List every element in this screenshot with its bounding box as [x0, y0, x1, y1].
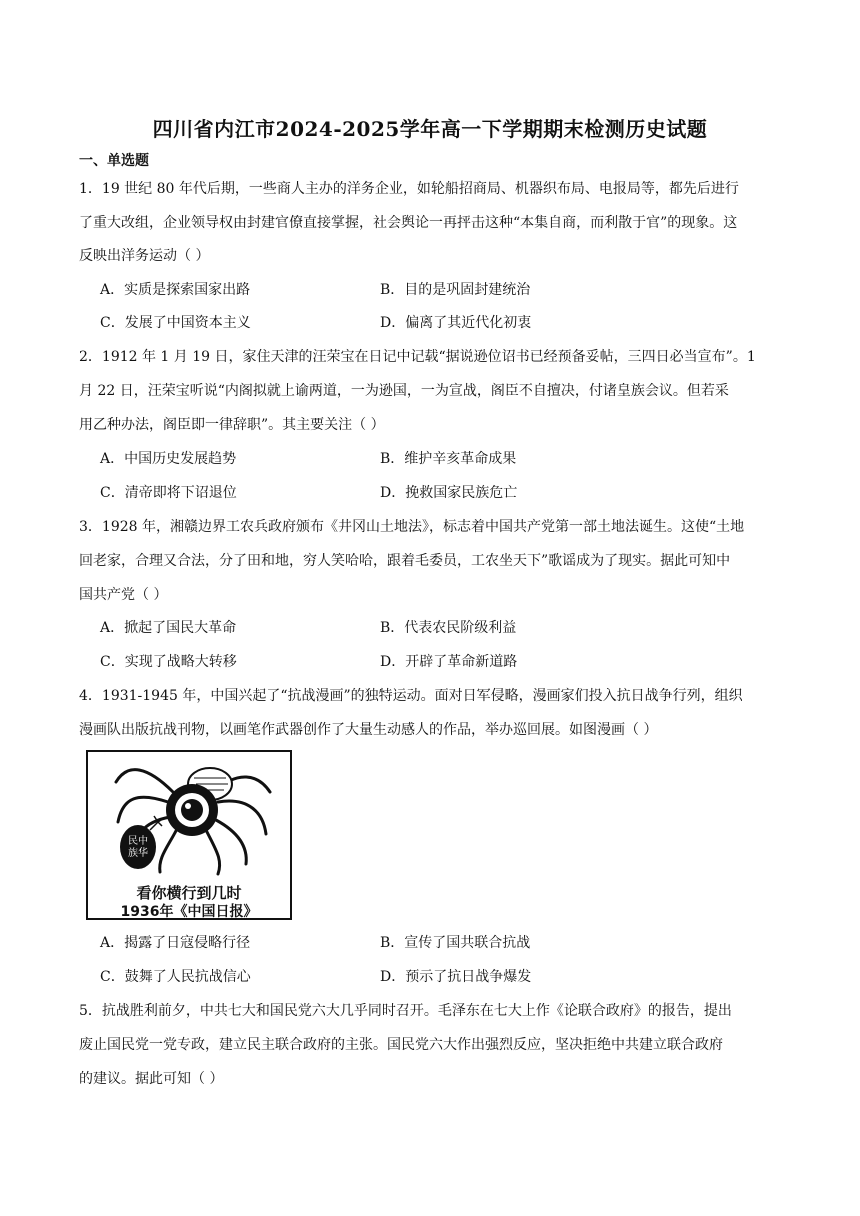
question-3-option-a[interactable]: A．掀起了国民大革命: [100, 620, 237, 636]
question-3-option-d[interactable]: D．开辟了革命新道路: [380, 654, 518, 670]
question-4-option-a[interactable]: A．揭露了日寇侵略行径: [100, 935, 251, 951]
section-heading: 一、单选题: [79, 153, 149, 169]
question-1-option-c[interactable]: C．发展了中国资本主义: [100, 315, 251, 331]
page-title: 四川省内江市2024-2025学年高一下学期期末检测历史试题: [152, 117, 708, 141]
question-1-line-1: 1．19 世纪 80 年代后期，一些商人主办的洋务企业，如轮船招商局、机器织布局、电报局等，都先后进行: [79, 181, 739, 197]
question-1-line-2: 了重大改组，企业领导权由封建官僚直接掌握，社会舆论一再抨击这种“本集自商，而利散于官”的现象。这: [79, 215, 738, 231]
question-5-line-3: 的建议。据此可知（ ）: [79, 1071, 224, 1087]
question-4-line-2: 漫画队出版抗战刊物，以画笔作武器创作了大量生动感人的作品，举办巡回展。如图漫画（ ）: [79, 722, 658, 738]
question-2-option-a[interactable]: A．中国历史发展趋势: [100, 451, 237, 467]
question-2-option-b[interactable]: B．维护辛亥革命成果: [380, 451, 517, 467]
question-1-option-a[interactable]: A．实质是探索国家出路: [100, 282, 251, 298]
question-5-line-1: 5．抗战胜利前夕，中共七大和国民党六大几乎同时召开。毛泽东在七大上作《论联合政府》的报告，提出: [79, 1003, 732, 1019]
question-4-option-b[interactable]: B．宣传了国共联合抗战: [380, 935, 531, 951]
question-2-line-1: 2．1912 年 1 月 19 日，家住天津的汪荣宝在日记中记载“据说逊位诏书已经预备妥帖，三四日必当宣布”。1: [79, 349, 756, 365]
question-1-line-3: 反映出洋务运动（ ）: [79, 248, 210, 264]
question-1-option-d[interactable]: D．偏离了其近代化初衷: [380, 315, 532, 331]
bomb-label-line-2: 族华: [128, 848, 148, 859]
question-4-line-1: 4．1931-1945 年，中国兴起了“抗战漫画”的独特运动。面对日军侵略，漫画家们投入抗日战争行列，组织: [79, 688, 743, 704]
question-3-option-c[interactable]: C．实现了战略大转移: [100, 654, 237, 670]
question-3-line-3: 国共产党（ ）: [79, 587, 168, 603]
question-5-line-2: 废止国民党一党专政，建立民主联合政府的主张。国民党六大作出强烈反应，坚决拒绝中共建立联合政府: [79, 1037, 723, 1053]
cartoon-source: 1936年《中国日报》: [120, 904, 258, 918]
spider-cartoon-image: [88, 752, 290, 918]
question-4-option-d[interactable]: D．预示了抗日战争爆发: [380, 969, 532, 985]
question-2-line-3: 用乙种办法，阁臣即一律辞职”。其主要关注（ ）: [79, 417, 385, 433]
bomb-label-line-1: 民中: [128, 836, 148, 847]
question-3-option-b[interactable]: B．代表农民阶级利益: [380, 620, 517, 636]
cartoon-caption: 看你横行到几时: [136, 884, 242, 902]
question-2-option-c[interactable]: C．清帝即将下诏退位: [100, 485, 237, 501]
question-4-option-c[interactable]: C．鼓舞了人民抗战信心: [100, 969, 251, 985]
cartoon-figure: [86, 750, 292, 920]
question-1-option-b[interactable]: B．目的是巩固封建统治: [380, 282, 531, 298]
question-3-line-2: 回老家，合理又合法，分了田和地，穷人笑哈哈，跟着毛委员，工农坐天下”歌谣成为了现实。据此可知中: [79, 553, 731, 569]
question-2-line-2: 月 22 日，汪荣宝听说“内阁拟就上谕两道，一为逊国，一为宣战，阁臣不自擅决，付诸皇族会议。但若采: [79, 383, 729, 399]
question-3-line-1: 3．1928 年，湘赣边界工农兵政府颁布《井冈山土地法》，标志着中国共产党第一部土地法诞生。这使“土地: [79, 519, 745, 535]
question-2-option-d[interactable]: D．挽救国家民族危亡: [380, 485, 518, 501]
